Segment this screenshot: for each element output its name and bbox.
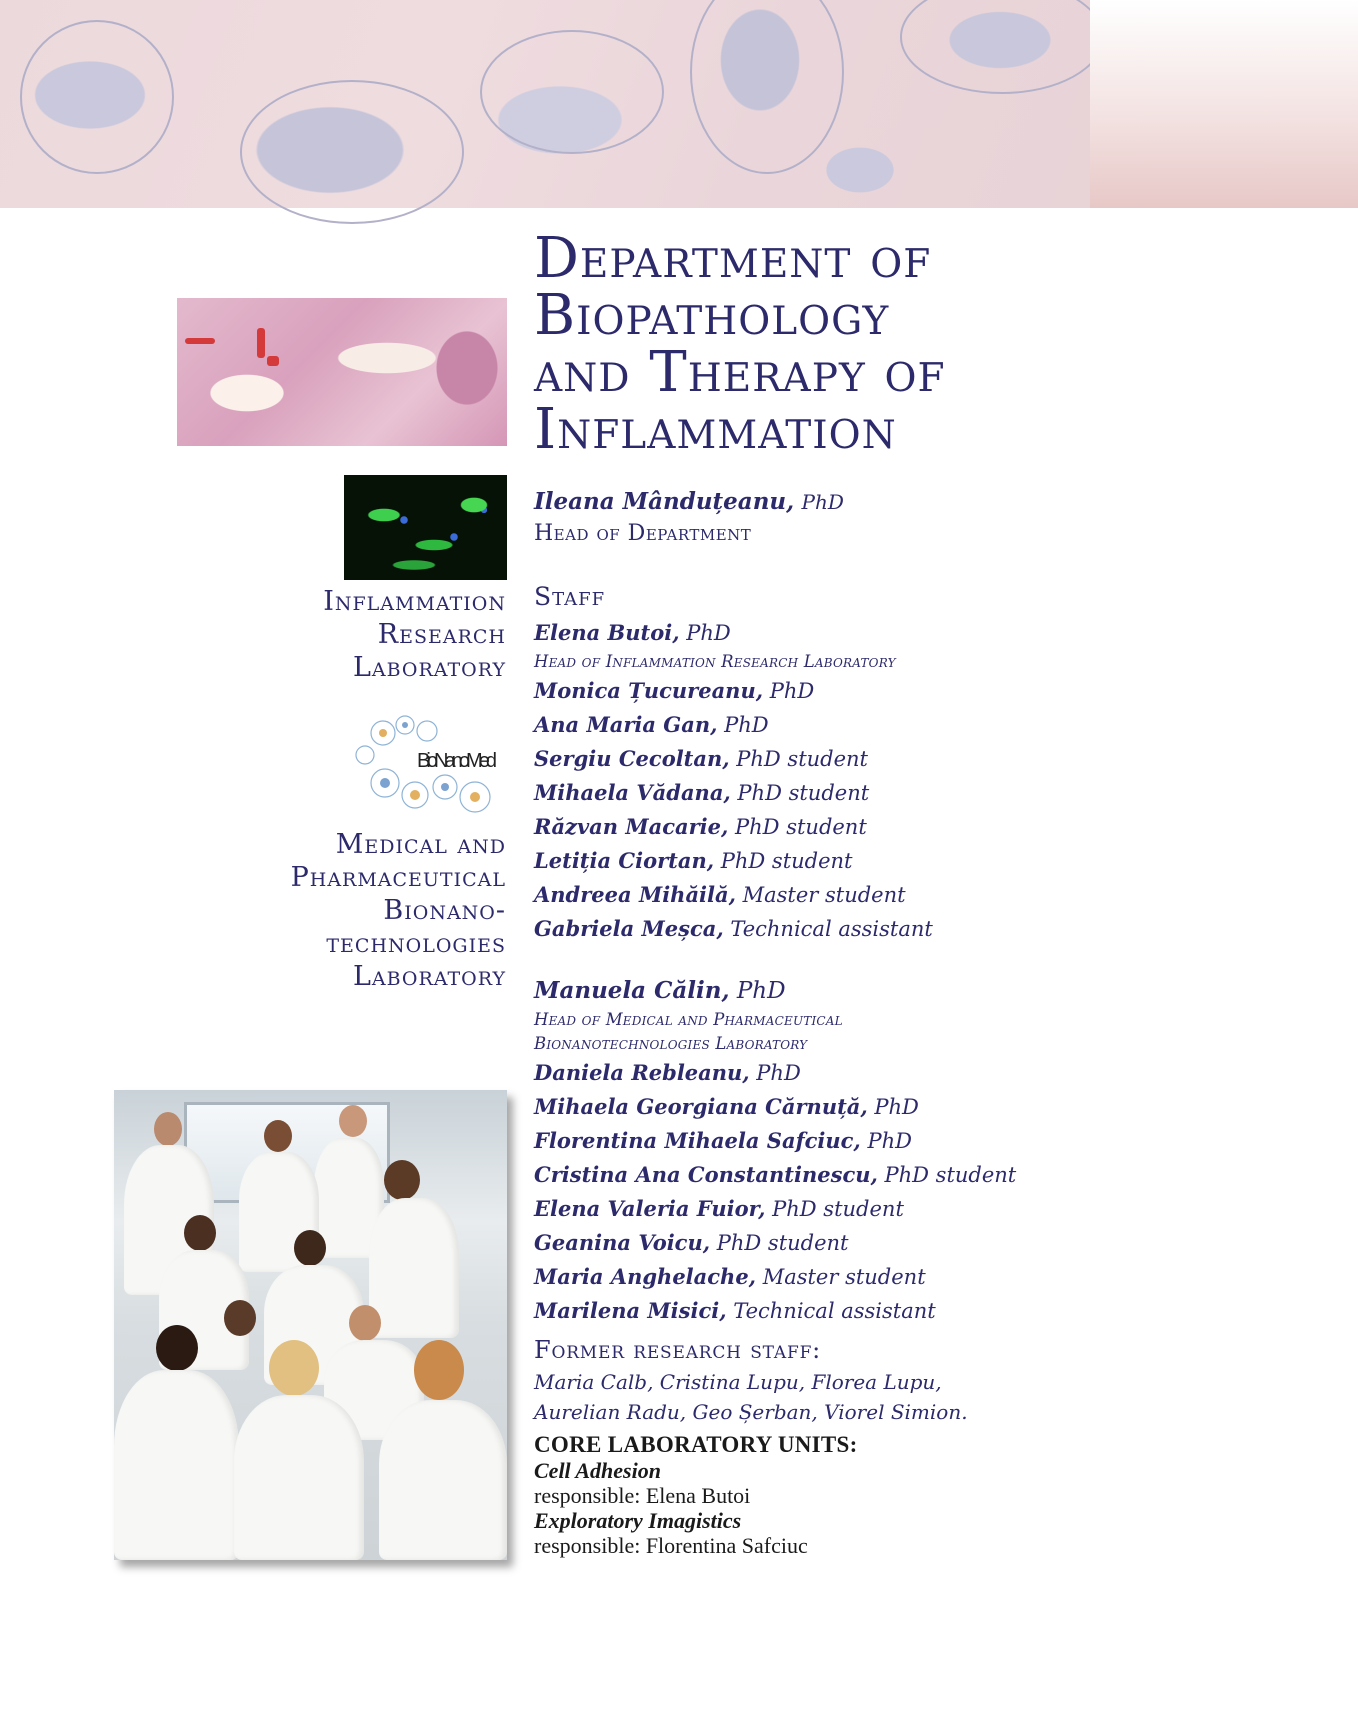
cell-outline [20, 20, 174, 174]
staff-list-inflammation [534, 616, 933, 946]
head-name-text: Ileana Mânduțeanu, [534, 488, 795, 515]
staff-member [534, 776, 933, 810]
staff-name: Monica Țucureanu, [534, 678, 764, 703]
staff-member [534, 1226, 1016, 1260]
staff-role: PhD [686, 621, 731, 645]
staff-role: PhD student [884, 1163, 1017, 1187]
photo-person [234, 1395, 364, 1560]
staff-member [534, 878, 933, 912]
photo-person [379, 1400, 507, 1560]
head-of-department-name [534, 488, 844, 515]
core-unit-name: Cell Adhesion [534, 1458, 661, 1483]
staff-role: Master student [742, 883, 906, 907]
former-staff-heading: Former research staff: [534, 1336, 822, 1364]
photo-person [414, 1340, 464, 1400]
photo-person [269, 1340, 319, 1396]
head-of-department-role: Head of Department [534, 521, 752, 546]
photo-person [294, 1230, 326, 1266]
staff-member [534, 742, 933, 776]
staff-role: PhD student [736, 747, 868, 771]
staff-name: Manuela Călin, [534, 977, 730, 1004]
svg-text:BioNanoMed: BioNanoMed [417, 750, 497, 772]
core-unit-responsible: responsible: Florentina Safciuc [534, 1533, 808, 1558]
staff-name: Elena Valeria Fuior, [534, 1196, 766, 1221]
staff-name: Mihaela Georgiana Cărnuță, [534, 1094, 868, 1119]
staff-member [534, 810, 933, 844]
staff-member [534, 912, 933, 946]
staff-name: Geanina Voicu, [534, 1230, 711, 1255]
staff-role: PhD [769, 679, 815, 703]
staff-subtitle: Head of Medical and Pharmaceutical [534, 1010, 843, 1029]
cell-outline [240, 80, 464, 224]
former-staff-line: Aurelian Radu, Geo Șerban, Viorel Simion. [534, 1400, 968, 1424]
fluorescence-image [344, 475, 507, 580]
staff-member [534, 1260, 1016, 1294]
photo-person [154, 1112, 182, 1146]
cell-outline [900, 0, 1104, 94]
photo-person [114, 1370, 239, 1560]
staff-name: Andreea Mihăilă, [534, 882, 736, 907]
page-title: Department of Biopathology and Therapy of Inflammation [534, 226, 946, 462]
staff-role: PhD [736, 978, 786, 1004]
staff-name: Cristina Ana Constantinescu, [534, 1162, 878, 1187]
core-unit-responsible: responsible: Elena Butoi [534, 1483, 751, 1508]
staff-subtitle: Bionanotechnologies Laboratory [534, 1034, 808, 1053]
staff-role: PhD [724, 713, 769, 737]
staff-role: PhD student [737, 781, 870, 805]
tissue-detail [267, 356, 279, 366]
photo-person [369, 1198, 459, 1338]
staff-name: Ana Maria Gan, [534, 712, 718, 737]
cell-outline [690, 0, 844, 174]
staff-member [534, 1124, 1016, 1158]
tissue-detail [257, 328, 265, 358]
tissue-detail [185, 338, 215, 344]
staff-role: PhD [874, 1095, 919, 1119]
head-degree: PhD [801, 490, 844, 514]
staff-role: PhD student [716, 1231, 849, 1255]
staff-role: Master student [762, 1265, 926, 1289]
photo-person [339, 1105, 367, 1137]
staff-list-bionano [534, 974, 1016, 1328]
staff-member [534, 1158, 1016, 1192]
staff-member [534, 1192, 1016, 1226]
staff-role: PhD [756, 1061, 801, 1085]
team-group-photo [114, 1090, 507, 1560]
histology-image [177, 298, 507, 446]
staff-member [534, 1056, 1016, 1090]
staff-name: Marilena Misici, [534, 1298, 727, 1323]
staff-member [534, 844, 933, 878]
staff-name: Mihaela Vădana, [534, 780, 731, 805]
staff-role: PhD [867, 1129, 912, 1153]
staff-member [534, 616, 933, 674]
staff-role: PhD student [720, 849, 853, 873]
photo-person [349, 1305, 381, 1341]
staff-name: Florentina Mihaela Safciuc, [534, 1128, 861, 1153]
staff-subtitle: Head of Inflammation Research Laboratory [534, 652, 896, 671]
staff-member [534, 974, 1016, 1056]
core-laboratory-units [534, 1432, 858, 1558]
staff-name: Daniela Rebleanu, [534, 1060, 750, 1085]
bionano-lab-title: Medical and Pharmaceutical Bionano- technologies Laboratory [290, 829, 506, 992]
photo-person [184, 1215, 216, 1251]
staff-member [534, 674, 933, 708]
core-unit-name: Exploratory Imagistics [534, 1508, 742, 1533]
photo-person [264, 1120, 292, 1152]
staff-member [534, 1294, 1016, 1328]
photo-person [224, 1300, 256, 1336]
photo-person [156, 1325, 198, 1371]
staff-name: Letiția Ciortan, [534, 848, 715, 873]
staff-role: PhD student [735, 815, 867, 839]
staff-name: Elena Butoi, [534, 620, 680, 645]
photo-person [384, 1160, 420, 1200]
staff-member [534, 1090, 1016, 1124]
staff-role: Technical assistant [733, 1299, 936, 1323]
header-banner-fade [1090, 0, 1358, 208]
inflammation-lab-title: Inflammation Research Laboratory [323, 586, 506, 683]
staff-role: Technical assistant [730, 917, 933, 941]
staff-member [534, 708, 933, 742]
former-staff-line: Maria Calb, Cristina Lupu, Florea Lupu, [534, 1370, 942, 1394]
staff-role: PhD student [772, 1197, 904, 1221]
staff-heading: Staff [534, 582, 606, 611]
header-banner-image [0, 0, 1090, 208]
cell-outline [480, 30, 664, 154]
staff-name: Răzvan Macarie, [534, 814, 729, 839]
former-staff-list [534, 1367, 1054, 1427]
staff-name: Gabriela Meșca, [534, 916, 724, 941]
staff-name: Sergiu Cecoltan, [534, 746, 730, 771]
staff-name: Maria Anghelache, [534, 1264, 756, 1289]
bionanomed-logo [355, 715, 507, 823]
core-units-heading: CORE LABORATORY UNITS: [534, 1432, 858, 1457]
